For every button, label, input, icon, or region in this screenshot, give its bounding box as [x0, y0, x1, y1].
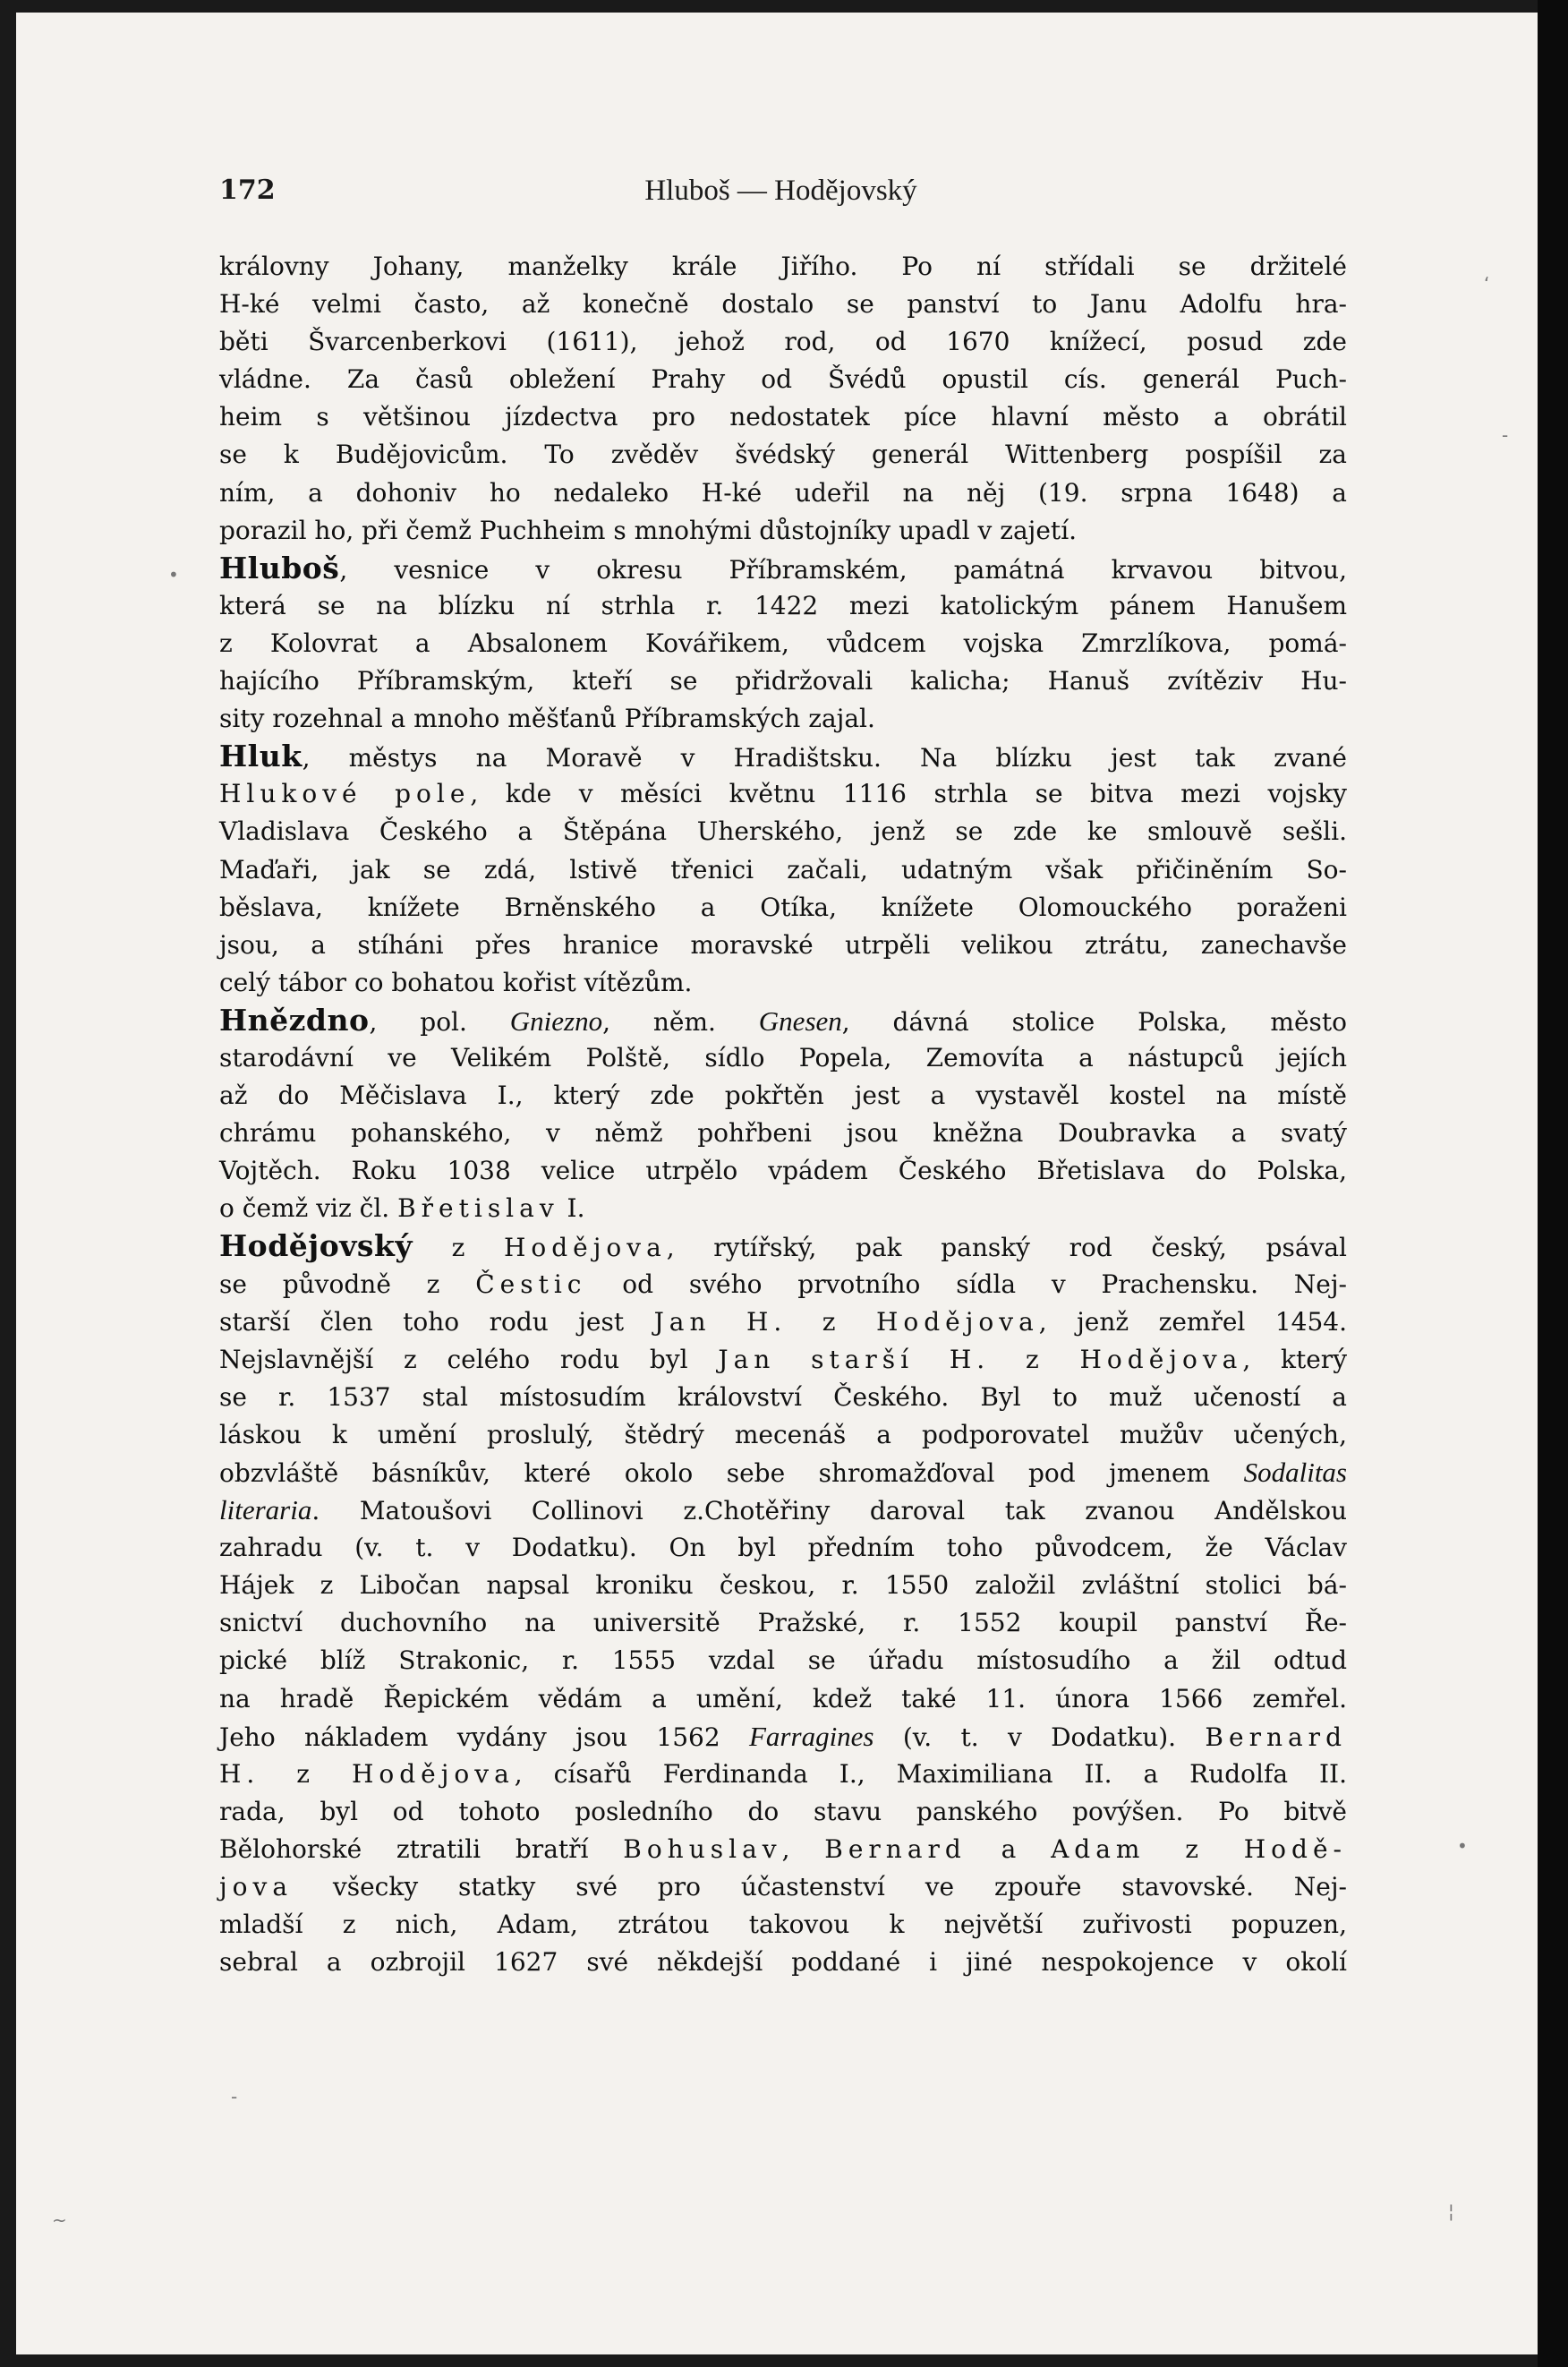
spaced-name: H. z Hodějova	[219, 1758, 515, 1789]
spaced-name: Čestic	[475, 1269, 587, 1299]
text-run: celý tábor co bohatou kořist vítězům.	[219, 967, 693, 997]
text-line	[219, 248, 1347, 286]
entry-headword: Hnězdno	[219, 1002, 370, 1038]
text-line	[219, 964, 1347, 1002]
text-line	[219, 436, 1347, 474]
text-line	[219, 851, 1347, 889]
text-line	[219, 1868, 1347, 1906]
page-number: 172	[219, 175, 276, 206]
text-run: porazil ho, při čemž Puchheim s mnohými důstojníky upadl v zajetí.	[219, 515, 1078, 545]
entry-headword: Hodějovský	[219, 1228, 413, 1264]
scan-speck: •	[168, 564, 179, 585]
text-run: od svého prvotního sídla v Prachensku. Nej-	[586, 1269, 1348, 1299]
text-run: láskou k umění proslulý, štědrý mecenáš a podporovatel mužův učených,	[219, 1419, 1347, 1449]
text-run: , císařů Ferdinanda I., Maximiliana II. a Rudolfa II.	[514, 1758, 1347, 1789]
text-run: až do Měčislava I., který zde pokřtěn jest a vystavěl kostel na místě	[219, 1081, 1347, 1111]
text-line	[219, 700, 1347, 738]
text-run: se původně z	[219, 1269, 476, 1299]
text-run: běslava, knížete Brněnského a Otíka, knížete Olomouckého poraženi	[219, 892, 1347, 922]
text-line	[219, 1152, 1347, 1190]
text-run: zahradu (v. t. v Dodatku). On byl předním toho původcem, že Václav	[219, 1533, 1347, 1563]
text-line	[219, 398, 1347, 436]
text-run: H-ké velmi často, až konečně dostalo se panství to Janu Adolfu hra-	[219, 289, 1347, 320]
text-run: mladší z nich, Adam, ztrátou takovou k největší zuřivosti popuzen,	[219, 1910, 1347, 1940]
text-line	[219, 1303, 1347, 1341]
spaced-name: Adam z Hodě-	[1051, 1833, 1347, 1864]
text-run: , něm.	[602, 1006, 759, 1037]
paragraph	[219, 550, 1347, 738]
text-run: Jeho nákladem vydány jsou 1562	[219, 1722, 749, 1752]
text-line	[219, 1944, 1347, 1981]
text-line	[219, 889, 1347, 927]
page-header	[219, 175, 1342, 219]
text-run: , rytířský, pak panský rod český, psával	[666, 1233, 1347, 1263]
text-line	[219, 738, 1347, 775]
text-run: vládne. Za časů obležení Prahy od Švédů opustil cís. generál Puch-	[219, 364, 1347, 395]
text-line	[219, 1718, 1347, 1756]
text-run: , který	[1242, 1344, 1348, 1374]
text-run: , kde v měsíci květnu 1116 strhla se bitva mezi vojsky	[470, 779, 1347, 809]
spaced-name: Jan starší H. z Hodějova	[718, 1344, 1243, 1374]
text-line	[219, 1756, 1347, 1793]
paragraph	[219, 248, 1347, 550]
text-line	[219, 813, 1347, 850]
text-line	[219, 1227, 1347, 1265]
text-line	[219, 1831, 1347, 1868]
text-run: I.	[558, 1193, 585, 1224]
text-line	[219, 1906, 1347, 1944]
text-line	[219, 1491, 1347, 1529]
text-line	[219, 1341, 1347, 1379]
text-run: na hradě Řepickém vědám a umění, kdež také 11. února 1566 zemřel.	[219, 1683, 1347, 1713]
text-line	[219, 474, 1347, 512]
text-run: sebral a ozbrojil 1627 své někdejší poddané i jiné nespokojence v okolí	[219, 1947, 1347, 1978]
text-run: pické blíž Strakonic, r. 1555 vzdal se úřadu místosudího a žil odtud	[219, 1645, 1347, 1676]
text-line	[219, 512, 1347, 550]
text-line	[219, 1115, 1347, 1152]
spaced-name: Hodějova	[503, 1233, 667, 1263]
text-run: o čemž viz čl.	[219, 1193, 398, 1224]
text-run: chrámu pohanského, v němž pohřbeni jsou kněžna Doubravka a svatý	[219, 1118, 1347, 1149]
scan-speck: ~	[52, 2209, 67, 2231]
text-run: snictví duchovního na universitě Pražské, r. 1552 koupil panství Ře-	[219, 1608, 1347, 1638]
text-line	[219, 323, 1347, 361]
paragraph	[219, 1002, 1347, 1228]
text-line	[219, 662, 1347, 700]
text-run: obzvláště básníkův, které okolo sebe shromažďoval pod jmenem	[219, 1458, 1244, 1488]
text-run: hajícího Příbramským, kteří se přidržovali kalicha; Hanuš zvítěziv Hu-	[219, 666, 1347, 696]
text-run: Vladislava Českého a Štěpána Uherského, jenž se zde ke smlouvě sešli.	[219, 816, 1347, 847]
spaced-name: Bohuslav	[623, 1833, 782, 1864]
text-line	[219, 1680, 1347, 1718]
italic-term: Farragines	[749, 1720, 874, 1752]
text-line	[219, 927, 1347, 964]
text-line	[219, 1266, 1347, 1303]
text-run: a	[966, 1833, 1052, 1864]
text-line	[219, 587, 1347, 625]
text-line	[219, 1793, 1347, 1831]
text-line	[219, 1454, 1347, 1491]
text-line	[219, 286, 1347, 323]
entry-headword: Hluboš	[219, 550, 340, 585]
text-run: starodávní ve Velikém Polště, sídlo Popela, Zemovíta a nástupců jejích	[219, 1042, 1347, 1072]
text-run: z	[413, 1233, 504, 1263]
spaced-name: Jan H. z Hodějova	[653, 1306, 1039, 1337]
text-line	[219, 1039, 1347, 1077]
text-line	[219, 775, 1347, 813]
spaced-name: Bernard	[1205, 1722, 1347, 1752]
text-run: , dávná stolice Polska, město	[841, 1006, 1347, 1037]
text-line	[219, 1416, 1347, 1454]
text-run: starší člen toho rodu jest	[219, 1306, 654, 1337]
spaced-name: jova	[219, 1872, 294, 1902]
text-run: Maďaři, jak se zdá, lstivě třenici začali, udatným však přičiněním So-	[219, 854, 1347, 884]
text-run: Nejslavnější z celého rodu byl	[219, 1344, 719, 1374]
running-title: Hluboš — Hodějovský	[644, 175, 917, 207]
paragraph	[219, 1227, 1347, 1981]
text-run: běti Švarcenberkovi (1611), jehož rod, od 1670 knížecí, posud zde	[219, 327, 1347, 357]
text-run: se r. 1537 stal místosudím království Českého. Byl to muž učeností a	[219, 1381, 1347, 1412]
text-run: (v. t. v Dodatku).	[873, 1722, 1206, 1752]
text-line	[219, 1077, 1347, 1115]
text-run: královny Johany, manželky krále Jiřího. Po ní střídali se držitelé	[219, 252, 1347, 281]
paragraph	[219, 738, 1347, 1002]
spaced-name: Břetislav	[397, 1193, 559, 1224]
scan-speck: ¦	[1448, 2200, 1454, 2222]
scan-speck: -	[231, 2086, 238, 2107]
text-run: . Matoušovi Collinovi z.Chotěřiny daroval tak zvanou Andělskou	[311, 1496, 1347, 1526]
text-line	[219, 361, 1347, 398]
text-line	[219, 1567, 1347, 1604]
text-run: z Kolovrat a Absalonem Kovářikem, vůdcem vojska Zmrzlíkova, pomá-	[219, 628, 1347, 658]
text-run: se k Budějovicům. To zvěděv švédský generál Wittenberg pospíšil za	[219, 440, 1347, 470]
scan-speck: •	[1457, 1835, 1468, 1857]
text-run: , jenž zemřel 1454.	[1038, 1306, 1347, 1337]
article-body	[219, 248, 1347, 1981]
text-run: heim s většinou jízdectva pro nedostatek píce hlavní město a obrátil	[219, 402, 1347, 432]
text-run: , městys na Moravě v Hradištsku. Na blízku jest tak zvané	[302, 743, 1347, 773]
text-line	[219, 1642, 1347, 1679]
scan-speck: -	[1502, 424, 1509, 446]
text-run: sity rozehnal a mnoho měšťanů Příbramských zajal.	[219, 704, 875, 734]
entry-headword: Hluk	[219, 739, 303, 774]
text-run: která se na blízku ní strhla r. 1422 mezi katolickým pánem Hanušem	[219, 590, 1347, 620]
text-run: Hájek z Libočan napsal kroniku českou, r. 1550 založil zvláštní stolici bá-	[219, 1570, 1347, 1601]
scan-speck: ‘	[1484, 273, 1490, 295]
italic-term: Sodalitas	[1243, 1457, 1347, 1488]
italic-term: Gnesen	[758, 1004, 842, 1037]
text-run: ním, a dohoniv ho nedaleko H-ké udeřil na něj (19. srpna 1648) a	[219, 477, 1347, 508]
text-run: rada, byl od tohoto posledního do stavu panského povýšen. Po bitvě	[219, 1796, 1347, 1826]
text-line	[219, 1379, 1347, 1416]
italic-term: literaria	[219, 1494, 312, 1526]
page-edge-shadow	[1538, 0, 1568, 2367]
spaced-name: Hlukové pole	[219, 779, 471, 809]
text-run: Vojtěch. Roku 1038 velice utrpělo vpádem Českého Břetislava do Polska,	[219, 1156, 1347, 1186]
text-run: Bělohorské ztratili bratří	[219, 1833, 624, 1864]
text-line	[219, 1002, 1347, 1039]
text-line	[219, 1190, 1347, 1227]
text-line	[219, 1529, 1347, 1567]
text-run: jsou, a stíháni přes hranice moravské utrpěli velikou ztrátu, zanechavše	[219, 929, 1347, 960]
italic-term: Gniezno	[509, 1004, 603, 1037]
spaced-name: Bernard	[824, 1833, 967, 1864]
text-line	[219, 625, 1347, 662]
text-run: ,	[781, 1833, 825, 1864]
text-run: , pol.	[369, 1006, 510, 1037]
text-line	[219, 550, 1347, 587]
text-run: všecky statky své pro účastenství ve zpouře stavovské. Nej-	[293, 1872, 1347, 1902]
text-run: , vesnice v okresu Příbramském, památná krvavou bitvou,	[339, 554, 1347, 585]
text-line	[219, 1604, 1347, 1642]
